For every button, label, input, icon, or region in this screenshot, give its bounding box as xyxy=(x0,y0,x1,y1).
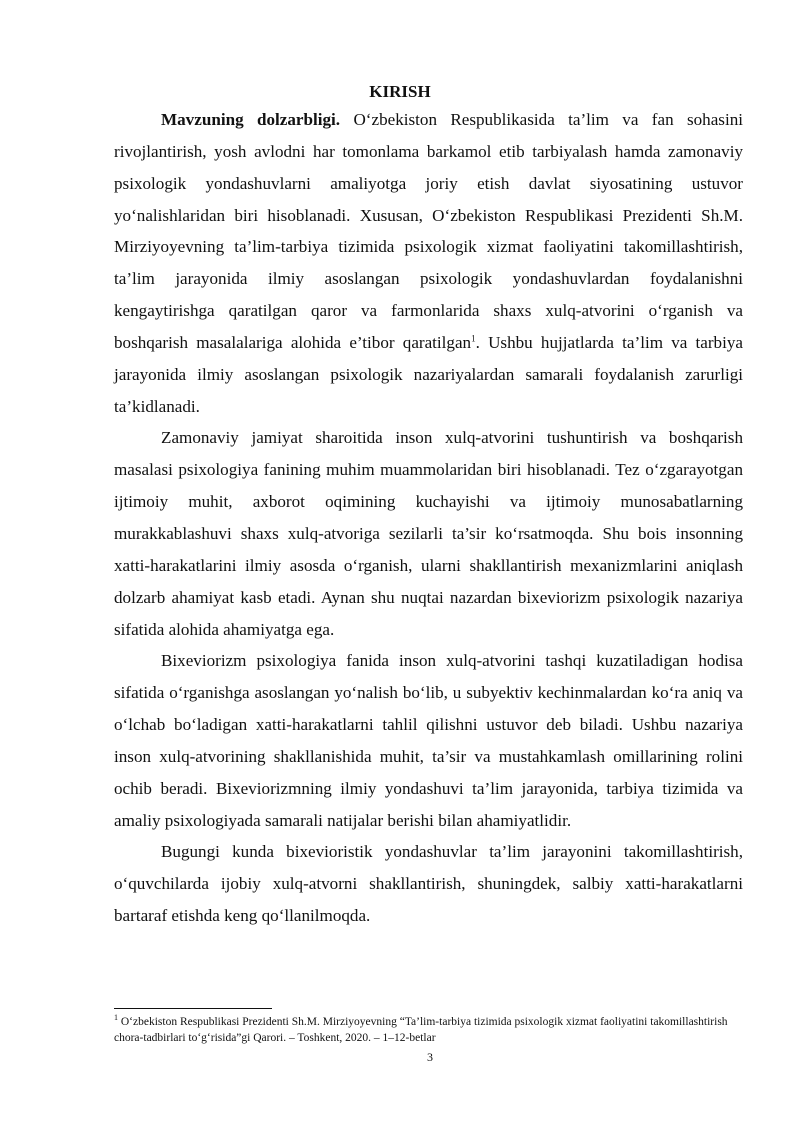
footnote-text: O‘zbekiston Respublikasi Prezidenti Sh.M. Mirziyoyevning “Ta’lim-tarbiya tizimida psixologik xizmat faoliyatini takomillashtirish chora-tadbirlari to‘g‘risida”gi Qarori. – Toshkent, 2020. – 1–12-betlar xyxy=(114,1016,728,1044)
page-number: 3 xyxy=(427,1050,433,1064)
footnote-marker: 1 xyxy=(114,1013,118,1023)
footnote-reference[interactable]: 1 xyxy=(471,333,476,344)
paragraph-relevance xyxy=(114,104,743,422)
paragraph-today: Bugungi kunda bixevioristik yondashuvlar ta’lim jarayonini takomillashtirish, o‘quvchilarda ijobiy xulq-atvorni shakllantirish, shuningdek, salbiy xatti-harakatlarni bartaraf etishda keng qo‘llanilmoqda. xyxy=(114,842,743,926)
paragraph-lead-heading: Mavzuning dolzarbligi. xyxy=(161,110,341,129)
paragraph-text: O‘zbekiston Respublikasida ta’lim va fan sohasini rivojlantirish, yosh avlodni har tomonlama barkamol etib tarbiyalash hamda zamonaviy psixologik yondashuvlarni amaliyotga joriy etish davlat siyosatining ustuvor yo‘nalishlaridan biri hisoblanadi. Xususan, O‘zbekiston Respublikasi Prezidenti Sh.M. Mirziyoyevning ta’lim-tarbiya tizimida psixologik xizmat faoliyatini takomillashtirish, ta’lim jarayonida ilmiy asoslangan psixologik yondashuvlardan foydalanishni kengaytirishga qaratilgan qaror va farmonlarida shaxs xulq-atvorini o‘rganish va boshqarish masalalariga alohida e’tibor qaratilgan xyxy=(114,110,744,352)
paragraph-behaviorism: Bixeviorizm psixologiya fanida inson xulq-atvorini tashqi kuzatiladigan hodisa sifatida o‘rganishga asoslangan yo‘nalish bo‘lib, u subyektiv kechinmalardan ko‘ra aniq va o‘lchab bo‘ladigan xatti-harakatlarni tahlil qilishni ustuvor deb biladi. Ushbu nazariya inson xulq-atvorining shakllanishida muhit, ta’sir va mustahkamlash omillarining rolini ochib beradi. Bixeviorizmning ilmiy yondashuvi ta’lim jarayonida, tarbiya tizimida va amaliy psixologiyada samarali natijalar berishi bilan ahamiyatlidir. xyxy=(114,651,743,830)
body-text xyxy=(114,104,743,932)
section-title: KIRISH xyxy=(369,82,431,101)
paragraph-modern-society: Zamonaviy jamiyat sharoitida inson xulq-atvorini tushuntirish va boshqarish masalasi psixologiya fanining muhim muammolaridan biri hisoblanadi. Tez o‘zgarayotgan ijtimoiy muhit, axborot oqimining kuchayishi va ijtimoiy munosabatlarning murakkablashuvi shaxs xulq-atvoriga sezilarli ta’sir ko‘rsatmoqda. Shu bois insonning xatti-harakatlarini ilmiy asosda o‘rganish, ularni shakllantirish mexanizmlarini aniqlash dolzarb ahamiyat kasb etadi. Aynan shu nuqtai nazardan bixeviorizm psixologik nazariya sifatida alohida ahamiyatga ega. xyxy=(114,428,743,639)
paragraph-text-tail: . Ushbu hujjatlarda ta’lim va tarbiya jarayonida ilmiy asoslangan psixologik nazariyalardan samarali foydalanish zarurligi ta’kidlanadi. xyxy=(114,332,743,416)
footnote-separator xyxy=(114,1008,272,1009)
footnote xyxy=(114,1014,746,1046)
